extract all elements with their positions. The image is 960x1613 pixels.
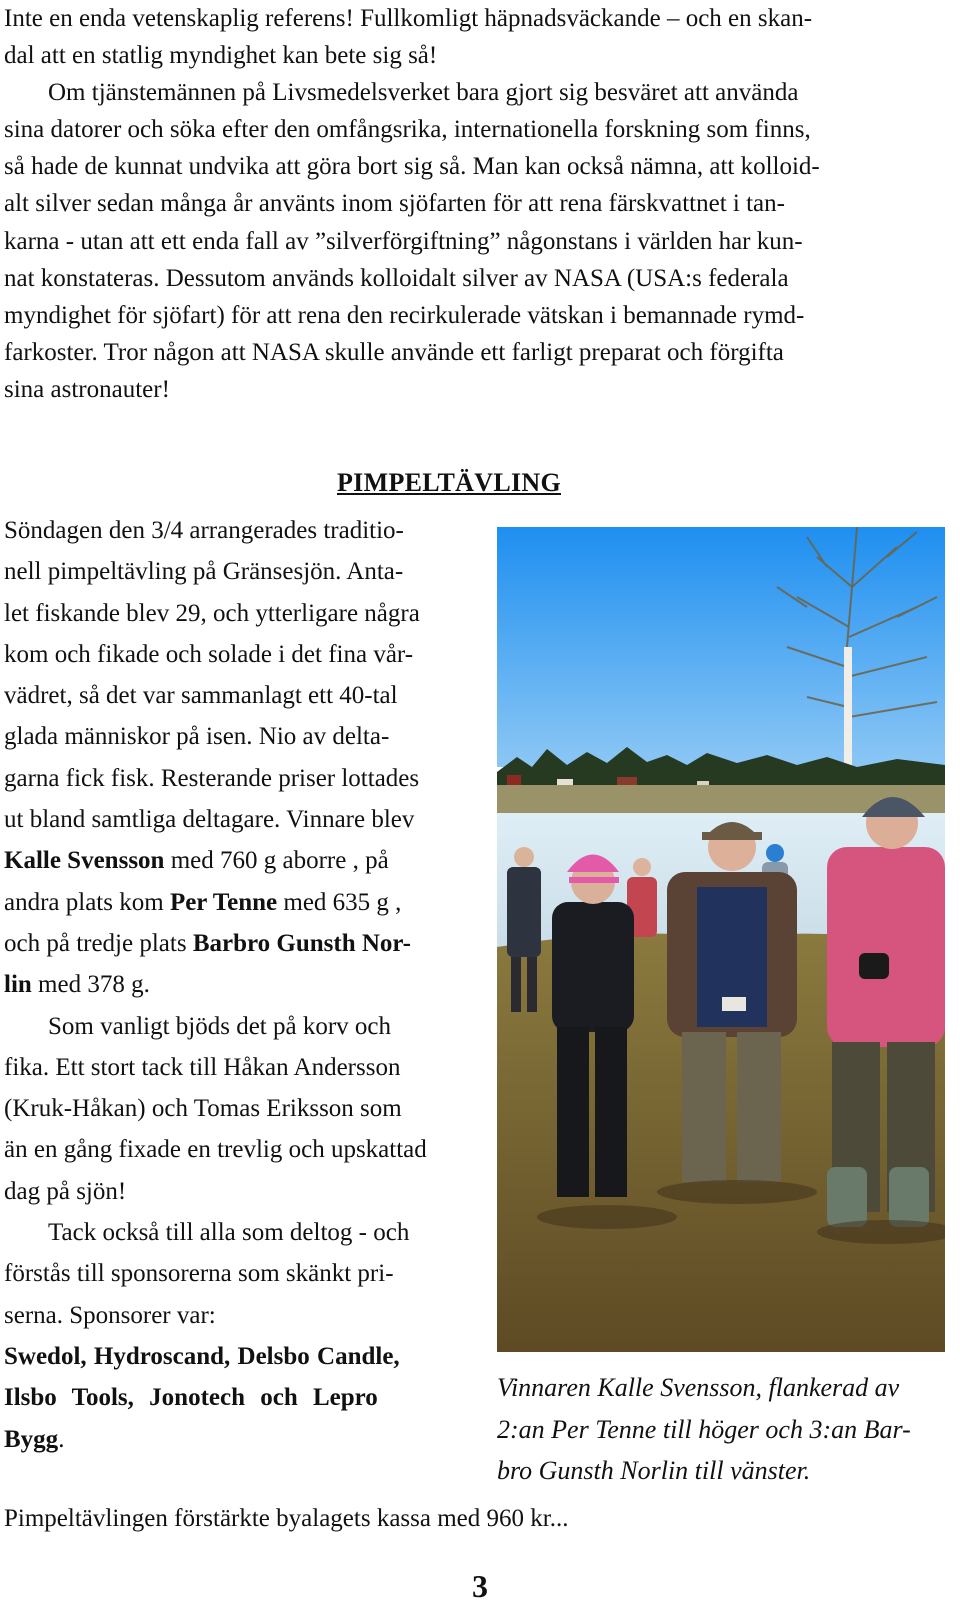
second-place-line	[4, 882, 472, 923]
article-line: förstås till sponsorerna som skänkt pri-	[4, 1260, 394, 1288]
caption-line: 2:an Per Tenne till höger och 3:an Bar-	[497, 1414, 911, 1444]
article-line: fika. Ett stort tack till Håkan Andersson	[4, 1053, 401, 1081]
article-line: Som vanligt bjöds det på korv och	[48, 1012, 392, 1040]
intro-line: alt silver sedan många år använts inom sjöfarten för att rena färskvattnet i tan-	[4, 190, 785, 218]
second-place-name: Per Tenne	[169, 888, 278, 916]
second-place-prefix: andra plats kom	[4, 888, 170, 916]
third-place-name-end: lin	[4, 971, 32, 999]
intro-line: så hade de kunnat undvika att göra bort sig så. Man kan också nämna, att kolloid-	[4, 153, 820, 181]
caption-line: Vinnaren Kalle Svensson, flankerad av	[497, 1373, 900, 1402]
photo-illustration	[497, 527, 945, 1352]
article-line: Söndagen den 3/4 arrangerades traditio-	[4, 517, 404, 544]
article-line: (Kruk-Håkan) och Tomas Eriksson som	[4, 1095, 402, 1123]
article-line: let fiskande blev 29, och ytterligare några	[4, 599, 420, 627]
winner-result: med 760 g aborre , på	[164, 847, 389, 875]
sponsors-text: Ilsbo Tools, Jonotech och Lepro	[4, 1384, 378, 1412]
intro-line: karna - utan att ett enda fall av ”silverförgiftning” någonstans i världen har kun-	[4, 227, 803, 255]
article-line: glada människor på isen. Nio av delta-	[4, 723, 390, 751]
closing-line: Pimpeltävlingen förstärkte byalagets kassa med 960 kr...	[4, 1505, 569, 1532]
third-place-result: med 378 g.	[31, 971, 150, 999]
intro-line: nat konstateras. Dessutom används kolloidalt silver av NASA (USA:s federala	[4, 264, 789, 292]
article-line: dag på sjön!	[4, 1177, 127, 1205]
article-line: garna fick fisk. Resterande priser lottades	[4, 764, 420, 792]
intro-line: myndighet för sjöfart) för att rena den recirkulerade vätskan i bemannade rymd-	[4, 301, 805, 329]
article-line: nell pimpeltävling på Gränsesjön. Anta-	[4, 558, 404, 586]
sponsors-line	[4, 1377, 472, 1418]
sponsors-end: .	[58, 1425, 65, 1453]
photo-caption	[497, 1367, 952, 1492]
article-body	[4, 510, 472, 1460]
intro-line: Om tjänstemännen på Livsmedelsverket bara gjort sig besväret att använda	[48, 79, 799, 107]
intro-paragraph	[4, 0, 952, 408]
sponsors-text: Swedol, Hydroscand, Delsbo Candle,	[4, 1342, 400, 1370]
intro-line: farkoster. Tror någon att NASA skulle använde ett farligt preparat och förgifta	[4, 338, 784, 366]
article-photo	[497, 527, 945, 1352]
article-line: serna. Sponsorer var:	[4, 1301, 216, 1329]
article-line: ut bland samtliga deltagare. Vinnare blev	[4, 806, 415, 834]
intro-line: sina astronauter!	[4, 375, 170, 403]
article-line: Tack också till alla som deltog - och	[48, 1219, 410, 1247]
third-place-prefix: och på tredje plats	[4, 929, 193, 957]
sponsors-line	[4, 1336, 472, 1377]
sponsors-line	[4, 1419, 472, 1460]
intro-line: Inte en enda vetenskaplig referens! Fullkomligt häpnadsväckande – och en skan-	[4, 5, 813, 32]
intro-line: dal att en statlig myndighet kan bete sig så!	[4, 42, 438, 70]
third-place-line	[4, 923, 472, 964]
winner-name: Kalle Svensson	[4, 847, 165, 875]
third-place-line-cont	[4, 964, 472, 1005]
sponsors-text: Bygg	[4, 1425, 59, 1453]
third-place-name: Barbro Gunsth Nor-	[192, 929, 411, 957]
caption-line: bro Gunsth Norlin till vänster.	[497, 1456, 811, 1485]
article-heading: PIMPELTÄVLING	[337, 468, 561, 497]
second-place-result: med 635 g ,	[277, 888, 402, 916]
article-line: vädret, så det var sammanlagt ett 40-tal	[4, 682, 398, 710]
article-line: kom och fikade och solade i det fina vår-	[4, 640, 414, 668]
intro-line: sina datorer och söka efter den omfångsrika, internationella forskning som finns,	[4, 116, 811, 144]
article-line: än en gång fixade en trevlig och upskattad	[4, 1136, 427, 1164]
winner-line	[4, 840, 472, 881]
page-number: 3	[472, 1568, 488, 1604]
